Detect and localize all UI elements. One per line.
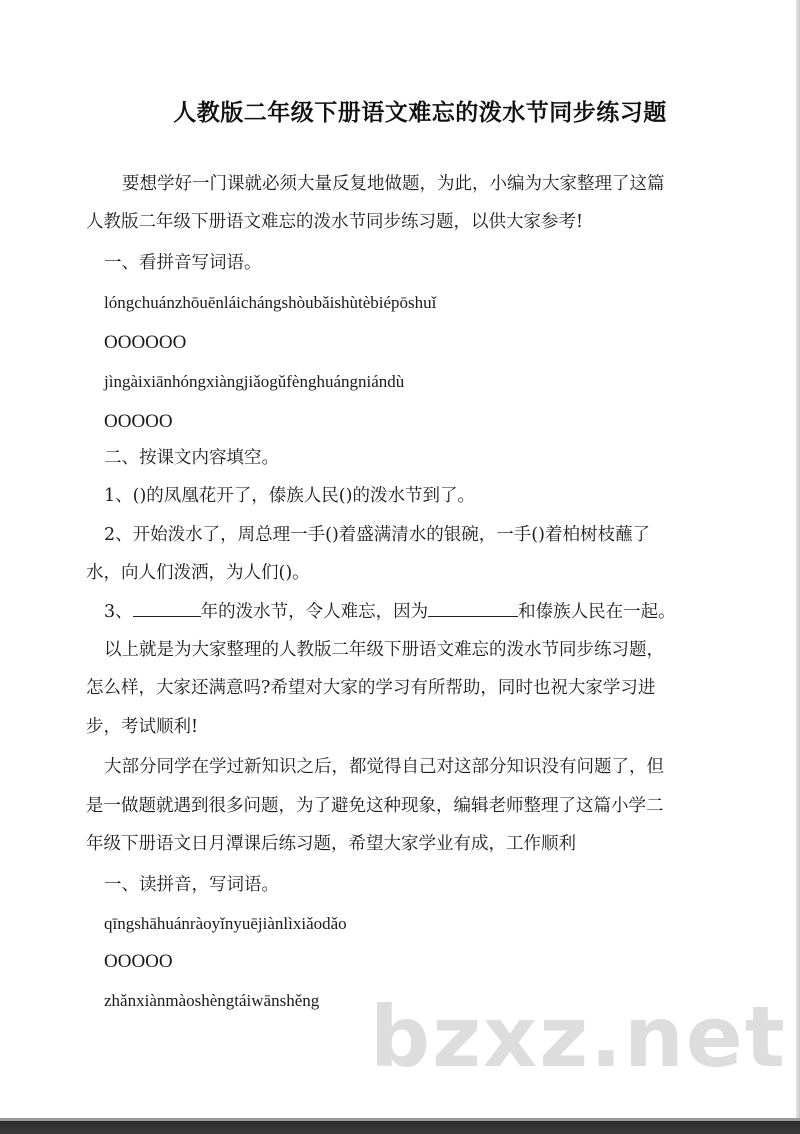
question-2-line: 水，向人们泼洒，为人们()。	[86, 563, 310, 583]
closing-paragraph-line: 步，考试顺利!	[86, 717, 199, 737]
closing-paragraph-line: 怎么样，大家还满意吗?希望对大家的学习有所帮助，同时也祝大家学习进	[86, 678, 656, 698]
bottom-bar	[0, 1118, 800, 1134]
intro2-paragraph-line: 大部分同学在学过新知识之后，都觉得自己对这部分知识没有问题了，但	[104, 757, 664, 777]
question-3	[104, 600, 676, 624]
intro-paragraph-line: 要想学好一门课就必须大量反复地做题，为此，小编为大家整理了这篇	[122, 174, 665, 194]
fill-blank	[133, 600, 201, 617]
question-3-text: 年的泼水节，令人难忘，因为	[200, 602, 429, 622]
closing-paragraph-line: 以上就是为大家整理的人教版二年级下册语文难忘的泼水节同步练习题，	[104, 640, 664, 660]
question-3-text: 和傣族人民在一起。	[518, 602, 676, 622]
blank-boxes: OOOOO	[104, 951, 173, 972]
intro2-paragraph-line: 年级下册语文日月潭课后练习题，希望大家学业有成，工作顺利	[86, 834, 576, 854]
intro-paragraph-line: 人教版二年级下册语文难忘的泼水节同步练习题，以供大家参考!	[86, 212, 584, 232]
blank-boxes: OOOOOO	[104, 332, 187, 353]
pinyin-line: qīngshāhuánràoyǐnyuējiànlìxiǎodǎo	[104, 914, 347, 933]
pinyin-line: zhǎnxiànmàoshèngtáiwānshěng	[104, 991, 320, 1010]
section-heading: 一、读拼音，写词语。	[104, 875, 279, 895]
question-2-line: 2、开始泼水了，周总理一手()着盛满清水的银碗，一手()着柏树枝蘸了	[104, 525, 650, 545]
section-heading: 二、按课文内容填空。	[104, 448, 279, 468]
question-3-number: 3、	[104, 602, 133, 622]
fill-blank	[428, 600, 518, 617]
watermark: bzxz.net	[370, 988, 787, 1086]
page-edge-shadow	[796, 0, 800, 1118]
question-1: 1、()的凤凰花开了，傣族人民()的泼水节到了。	[104, 486, 475, 506]
intro2-paragraph-line: 是一做题就遇到很多问题，为了避免这种现象，编辑老师整理了这篇小学二	[86, 796, 664, 816]
pinyin-line: jìngàixiānhóngxiàngjiǎogǔfènghuángniándù	[104, 372, 405, 391]
pinyin-line: lóngchuánzhōuēnláichángshòubǎishùtèbiépōshuǐ	[104, 293, 437, 312]
page-title: 人教版二年级下册语文难忘的泼水节同步练习题	[173, 100, 667, 126]
blank-boxes: OOOOO	[104, 411, 173, 432]
section-heading: 一、看拼音写词语。	[104, 253, 262, 273]
